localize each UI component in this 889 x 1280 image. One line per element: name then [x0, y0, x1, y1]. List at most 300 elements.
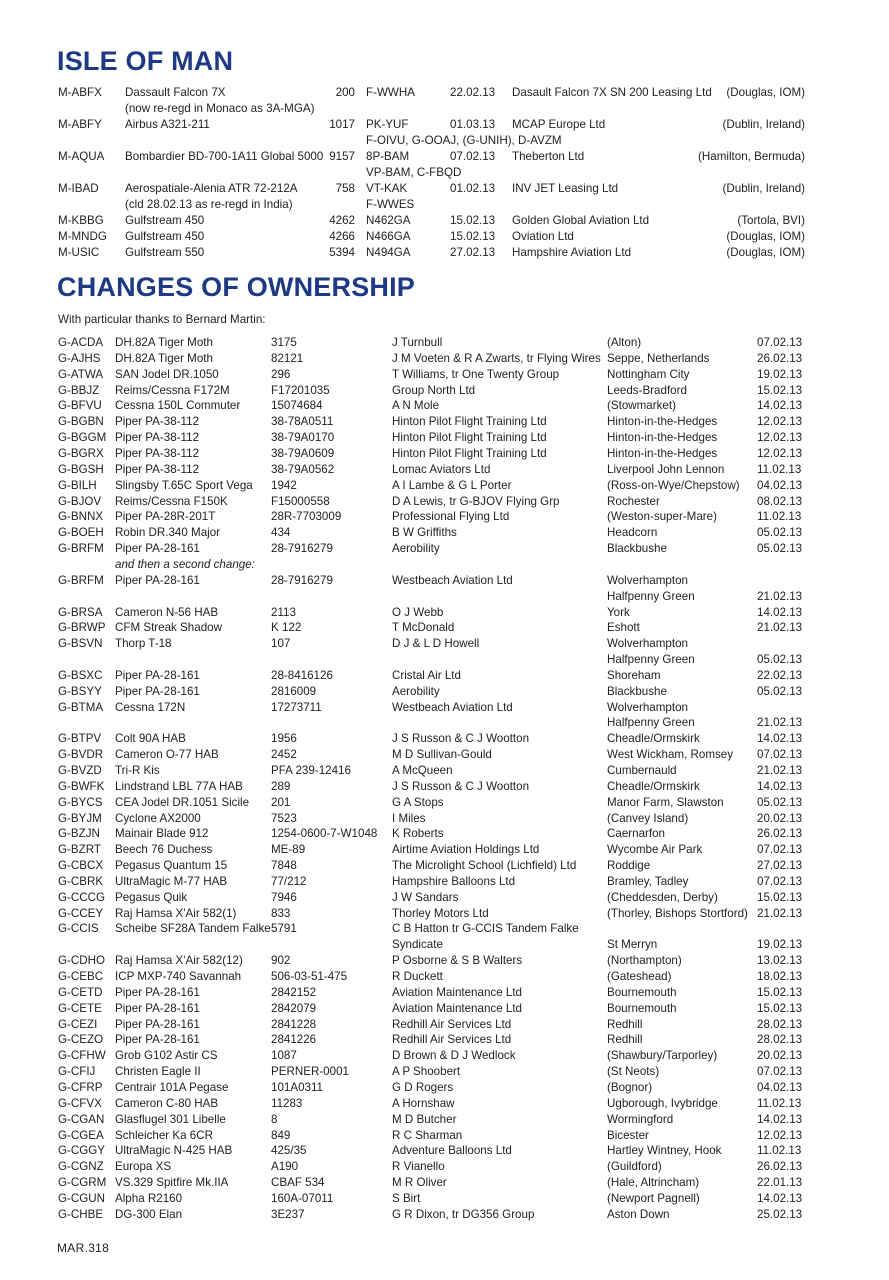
registration: G-CEBC — [58, 970, 104, 983]
owner-location: (Hamilton, Bermuda) — [698, 150, 805, 163]
new-owner: Syndicate — [392, 938, 443, 952]
acknowledgement-text: With particular thanks to Bernard Martin: — [58, 313, 266, 326]
changes-of-ownership-heading: CHANGES OF OWNERSHIP — [57, 272, 416, 302]
change-date: 27.02.13 — [757, 859, 803, 872]
change-date: 04.02.13 — [757, 478, 803, 492]
change-date: 22.02.13 — [757, 668, 803, 682]
registration: G-BNNX — [58, 510, 104, 524]
aircraft-type: Piper PA-38-112 — [115, 431, 199, 445]
aircraft-type: UltraMagic M-77 HAB — [115, 874, 228, 888]
ownership-row — [0, 573, 889, 589]
aircraft-type: Cameron O-77 HAB — [115, 748, 219, 762]
new-owner: K Roberts — [392, 827, 444, 841]
change-date: 21.02.13 — [757, 716, 803, 730]
new-owner: R Duckett — [392, 970, 443, 983]
new-owner: B W Griffiths — [392, 526, 457, 540]
owner: MCAP Europe Ltd — [512, 118, 606, 131]
registration: G-CFVX — [58, 1096, 102, 1110]
new-owner: Adventure Balloons Ltd — [392, 1144, 512, 1158]
registration: G-CGEA — [58, 1128, 104, 1142]
serial-number: 2113 — [271, 605, 296, 619]
aircraft-type: Pegasus Quantum 15 — [115, 859, 228, 872]
owner-location: Eshott — [607, 621, 640, 635]
serial-number: 296 — [271, 367, 291, 381]
owner-location: Blackbushe — [607, 542, 667, 555]
change-date: 13.02.13 — [757, 954, 803, 968]
owner-location: (Douglas, IOM) — [726, 86, 805, 99]
registration: G-CBRK — [58, 874, 104, 888]
ownership-row — [0, 684, 889, 700]
serial-number: 160A-07011 — [271, 1191, 334, 1205]
aircraft-type: Glasflugel 301 Libelle — [115, 1112, 226, 1126]
new-owner: P Osborne & S B Walters — [392, 954, 523, 968]
registration: G-CFRP — [58, 1080, 103, 1094]
change-date: 21.02.13 — [757, 589, 803, 603]
ownership-row — [0, 652, 889, 668]
serial-number: 1956 — [271, 732, 297, 746]
new-owner: R C Sharman — [392, 1128, 463, 1142]
owner-location: York — [607, 605, 630, 619]
change-date: 07.02.13 — [757, 874, 803, 888]
registration: G-BSXC — [58, 668, 103, 682]
owner-location: Halfpenny Green — [607, 716, 695, 730]
serial-number: CBAF 534 — [271, 1176, 325, 1189]
aircraft-type: Piper PA-38-112 — [115, 415, 199, 429]
owner: Golden Global Aviation Ltd — [512, 214, 650, 227]
ownership-row — [0, 589, 889, 605]
registration: G-CEZI — [58, 1017, 98, 1031]
owner-location: (Douglas, IOM) — [726, 246, 805, 259]
registration: G-BRSA — [58, 605, 103, 619]
registration: G-BZRT — [58, 843, 101, 857]
serial-number: 1254-0600-7-W1048 — [271, 827, 378, 841]
aircraft-type: Christen Eagle II — [115, 1065, 201, 1079]
serial-number: 3E237 — [271, 1207, 305, 1221]
aircraft-type: Piper PA-28-161 — [115, 573, 200, 587]
owner-location: Blackbushe — [607, 684, 667, 698]
serial-number: 5791 — [271, 922, 297, 936]
ownership-row — [0, 1143, 889, 1159]
ownership-row — [0, 494, 889, 510]
registration: G-CBCX — [58, 859, 104, 872]
ownership-row — [0, 795, 889, 811]
new-owner: J Turnbull — [392, 336, 443, 349]
registration: G-BGBN — [58, 415, 104, 429]
aircraft-type: Piper PA-28-161 — [115, 985, 200, 999]
new-owner: J S Russon & C J Wootton — [392, 732, 530, 746]
serial-number: 2841226 — [271, 1033, 317, 1047]
aircraft-type: Cameron C-80 HAB — [115, 1096, 219, 1110]
owner-location: Cheadle/Ormskirk — [607, 779, 700, 793]
ownership-row — [0, 525, 889, 541]
registration: G-CETD — [58, 985, 103, 999]
change-date: 15.02.13 — [757, 890, 803, 904]
owner-location: (Alton) — [607, 336, 642, 349]
previous-registration: 8P-BAM — [366, 150, 410, 163]
register-row — [0, 245, 889, 261]
aircraft-type: Gulfstream 550 — [125, 246, 205, 259]
ownership-row — [0, 1128, 889, 1144]
ownership-row — [0, 874, 889, 890]
owner-location: Bicester — [607, 1128, 649, 1142]
aircraft-type: Pegasus Quik — [115, 890, 188, 904]
registration: M-USIC — [58, 246, 100, 259]
aircraft-type: Centrair 101A Pegase — [115, 1080, 229, 1094]
owner-location: Cumbernauld — [607, 764, 677, 777]
owner-location: (Northampton) — [607, 954, 682, 968]
registration: M-AQUA — [58, 150, 105, 163]
new-owner: Aviation Maintenance Ltd — [392, 985, 522, 999]
owner: Hampshire Aviation Ltd — [512, 246, 632, 259]
new-owner: D A Lewis, tr G-BJOV Flying Grp — [392, 494, 560, 508]
registration: G-CGNZ — [58, 1160, 104, 1174]
serial-number: 9157 — [329, 150, 355, 163]
owner-location: (St Neots) — [607, 1065, 660, 1079]
aircraft-type: UltraMagic N-425 HAB — [115, 1144, 233, 1158]
serial-number: 434 — [271, 526, 291, 540]
aircraft-type: Piper PA-28-161 — [115, 1001, 200, 1015]
aircraft-type: Thorp T-18 — [115, 637, 172, 651]
serial-number: A190 — [271, 1160, 299, 1174]
aircraft-type: Piper PA-28R-201T — [115, 510, 216, 524]
change-date: 05.02.13 — [757, 795, 803, 809]
serial-number: 902 — [271, 954, 291, 968]
owner-location: Halfpenny Green — [607, 589, 695, 603]
aircraft-type: Lindstrand LBL 77A HAB — [115, 779, 243, 793]
change-date: 28.02.13 — [757, 1033, 803, 1047]
new-owner: Hampshire Balloons Ltd — [392, 874, 516, 888]
registration-date: 01.03.13 — [450, 118, 496, 131]
owner-location: Bournemouth — [607, 985, 677, 999]
previous-registration: PK-YUF — [366, 118, 409, 131]
ownership-row — [0, 937, 889, 953]
registration: G-BYCS — [58, 795, 103, 809]
new-owner: T Williams, tr One Twenty Group — [392, 367, 560, 381]
aircraft-type: Gulfstream 450 — [125, 214, 205, 227]
change-date: 12.02.13 — [757, 446, 803, 460]
serial-number: PERNER-0001 — [271, 1065, 349, 1079]
new-owner: A McQueen — [392, 764, 453, 777]
registration-date: 27.02.13 — [450, 246, 496, 259]
change-date: 21.02.13 — [757, 621, 803, 635]
owner-location: (Gateshead) — [607, 970, 672, 983]
registration: G-CGRM — [58, 1176, 107, 1189]
registration-date: 15.02.13 — [450, 214, 496, 227]
owner-location: Rochester — [607, 494, 660, 508]
type-note: (cld 28.02.13 as re-regd in India) — [125, 198, 293, 211]
owner: Oviation Ltd — [512, 230, 574, 243]
aircraft-type: Beech 76 Duchess — [115, 843, 213, 857]
aircraft-type: Cessna 172N — [115, 700, 186, 714]
ownership-row — [0, 700, 889, 716]
serial-number: 17273711 — [271, 700, 322, 714]
owner-location: (Stowmarket) — [607, 399, 676, 413]
aircraft-type: CEA Jodel DR.1051 Sicile — [115, 795, 250, 809]
ownership-row — [0, 1159, 889, 1175]
table-note-row — [0, 557, 889, 573]
registration: G-BVDR — [58, 748, 104, 762]
serial-number: 4262 — [329, 214, 355, 227]
owner-location: Redhill — [607, 1017, 643, 1031]
serial-number: 2842152 — [271, 985, 317, 999]
ownership-row — [0, 811, 889, 827]
registration: G-BGGM — [58, 431, 107, 445]
aircraft-type: Tri-R Kis — [115, 764, 160, 777]
registration: G-BWFK — [58, 779, 105, 793]
change-date: 05.02.13 — [757, 542, 803, 555]
previous-identities: F-OIVU, G-OOAJ, (G-UNIH), D-AVZM — [366, 134, 562, 147]
serial-number: 200 — [335, 86, 355, 99]
ownership-row — [0, 969, 889, 985]
ownership-row — [0, 953, 889, 969]
ownership-row — [0, 398, 889, 414]
owner-location: Roddige — [607, 859, 651, 872]
registration: G-BRFM — [58, 573, 104, 587]
type-note: (now re-regd in Monaco as 3A-MGA) — [125, 102, 315, 115]
change-date: 15.02.13 — [757, 383, 803, 397]
aircraft-type: Bombardier BD-700-1A11 Global 5000 — [125, 150, 324, 163]
registration: G-ACDA — [58, 336, 104, 349]
new-owner: Westbeach Aviation Ltd — [392, 700, 513, 714]
register-row — [0, 229, 889, 245]
registration: G-CGUN — [58, 1191, 106, 1205]
registration: M-KBBG — [58, 214, 104, 227]
change-date: 05.02.13 — [757, 653, 803, 666]
change-date: 20.02.13 — [757, 811, 803, 825]
owner-location: Wolverhampton — [607, 573, 688, 587]
owner-location: (Hale, Altrincham) — [607, 1176, 700, 1189]
new-owner: O J Webb — [392, 605, 444, 619]
registration: G-BRFM — [58, 542, 104, 555]
new-owner: M D Sullivan-Gould — [392, 748, 492, 762]
registration: G-CHBE — [58, 1207, 104, 1221]
owner-location: (Bognor) — [607, 1080, 653, 1094]
change-date: 11.02.13 — [757, 1144, 802, 1158]
serial-number: 289 — [271, 779, 291, 793]
change-date: 26.02.13 — [757, 827, 803, 841]
previous-registration: F-WWHA — [366, 86, 415, 99]
owner-location: Wycombe Air Park — [607, 843, 703, 857]
ownership-row — [0, 605, 889, 621]
serial-number: 77/212 — [271, 874, 307, 888]
serial-number: PFA 239-12416 — [271, 764, 351, 777]
ownership-row — [0, 906, 889, 922]
change-date: 11.02.13 — [757, 462, 802, 476]
ownership-row — [0, 921, 889, 937]
serial-number: 38-79A0562 — [271, 462, 335, 476]
ownership-row — [0, 1080, 889, 1096]
register-row-notes — [0, 165, 889, 181]
owner-location: Cheadle/Ormskirk — [607, 732, 700, 746]
ownership-row — [0, 478, 889, 494]
change-date: 25.02.13 — [757, 1207, 803, 1221]
change-date: 12.02.13 — [757, 1128, 803, 1142]
owner-location: Wolverhampton — [607, 637, 688, 651]
previous-identities: F-WWES — [366, 198, 415, 211]
ownership-row — [0, 335, 889, 351]
owner-location: Manor Farm, Slawston — [607, 795, 724, 809]
serial-number: 28-8416126 — [271, 668, 333, 682]
owner-location: Liverpool John Lennon — [607, 462, 725, 476]
serial-number: 1087 — [271, 1049, 297, 1063]
aircraft-type: Aerospatiale-Alenia ATR 72-212A — [125, 182, 298, 195]
new-owner: A P Shoobert — [392, 1065, 461, 1079]
new-owner: Group North Ltd — [392, 383, 476, 397]
registration: G-BGRX — [58, 446, 104, 460]
ownership-row — [0, 620, 889, 636]
new-owner: G A Stops — [392, 795, 444, 809]
aircraft-type: Grob G102 Astir CS — [115, 1049, 218, 1063]
aircraft-type: Piper PA-38-112 — [115, 446, 199, 460]
change-date: 20.02.13 — [757, 1049, 803, 1063]
serial-number: 201 — [271, 795, 291, 809]
change-date: 18.02.13 — [757, 970, 803, 983]
owner-location: (Shawbury/Tarporley) — [607, 1049, 718, 1063]
aircraft-type: CFM Streak Shadow — [115, 621, 222, 635]
owner-location: Redhill — [607, 1033, 643, 1047]
ownership-row — [0, 541, 889, 557]
previous-registration: N466GA — [366, 230, 411, 243]
aircraft-type: Scheibe SF28A Tandem Falke — [115, 922, 271, 936]
serial-number: F17201035 — [271, 383, 330, 397]
isle-of-man-heading: ISLE OF MAN — [57, 46, 234, 76]
serial-number: 3175 — [271, 336, 297, 349]
page-reference: MAR.318 — [57, 1241, 110, 1255]
change-date: 07.02.13 — [757, 336, 803, 349]
aircraft-type: Piper PA-28-161 — [115, 1033, 200, 1047]
change-date: 14.02.13 — [757, 605, 803, 619]
serial-number: 849 — [271, 1128, 291, 1142]
registration: G-CETE — [58, 1001, 102, 1015]
register-row — [0, 181, 889, 197]
owner-location: Aston Down — [607, 1207, 670, 1221]
serial-number: 28R-7703009 — [271, 510, 342, 524]
owner-location: Caernarfon — [607, 827, 666, 841]
serial-number: 5394 — [329, 246, 355, 259]
change-date: 14.02.13 — [757, 1191, 803, 1205]
registration: G-BGSH — [58, 462, 104, 476]
serial-number: 4266 — [329, 230, 355, 243]
ownership-row — [0, 430, 889, 446]
aircraft-type: Cessna 150L Commuter — [115, 399, 241, 413]
new-owner: D Brown & D J Wedlock — [392, 1049, 516, 1063]
new-owner: J M Voeten & R A Zwarts, tr Flying Wires — [392, 351, 601, 365]
owner-location: Nottingham City — [607, 367, 690, 381]
registration: G-BTPV — [58, 732, 102, 746]
aircraft-type: ICP MXP-740 Savannah — [115, 970, 242, 983]
ownership-row — [0, 826, 889, 842]
registration: G-CCCG — [58, 890, 106, 904]
new-owner: J W Sandars — [392, 890, 459, 904]
registration: M-ABFX — [58, 86, 102, 99]
serial-number: 425/35 — [271, 1144, 307, 1158]
change-date: 15.02.13 — [757, 985, 803, 999]
aircraft-type: DG-300 Elan — [115, 1207, 183, 1221]
owner-location: (Weston-super-Mare) — [607, 510, 717, 524]
serial-number: 28-7916279 — [271, 542, 333, 555]
ownership-row — [0, 890, 889, 906]
registration: G-BSYY — [58, 684, 102, 698]
owner: Dasault Falcon 7X SN 200 Leasing Ltd — [512, 86, 712, 99]
aircraft-type: Raj Hamsa X'Air 582(12) — [115, 954, 243, 968]
aircraft-type: Raj Hamsa X'Air 582(1) — [115, 906, 237, 920]
new-owner: Lomac Aviators Ltd — [392, 462, 491, 476]
new-owner: Hinton Pilot Flight Training Ltd — [392, 431, 547, 445]
change-date: 14.02.13 — [757, 399, 803, 413]
registration: G-CEZO — [58, 1033, 104, 1047]
change-date: 28.02.13 — [757, 1017, 803, 1031]
ownership-row — [0, 414, 889, 430]
aircraft-type: VS.329 Spitfire Mk.IIA — [115, 1176, 229, 1189]
change-date: 12.02.13 — [757, 415, 803, 429]
registration: G-CDHO — [58, 954, 106, 968]
owner: INV JET Leasing Ltd — [512, 182, 619, 195]
new-owner: Aerobility — [392, 684, 440, 698]
ownership-row — [0, 1017, 889, 1033]
registration: G-CCIS — [58, 922, 99, 936]
ownership-row — [0, 1048, 889, 1064]
serial-number: 833 — [271, 906, 291, 920]
new-owner: I Miles — [392, 811, 426, 825]
register-row — [0, 213, 889, 229]
ownership-row — [0, 985, 889, 1001]
owner-location: Halfpenny Green — [607, 653, 695, 666]
aircraft-type: SAN Jodel DR.1050 — [115, 367, 219, 381]
registration: G-CCEY — [58, 906, 104, 920]
owner-location: (Tortola, BVI) — [737, 214, 805, 227]
registration: G-BOEH — [58, 526, 104, 540]
new-owner: R Vianello — [392, 1160, 445, 1174]
ownership-row — [0, 636, 889, 652]
registration: M-MNDG — [58, 230, 107, 243]
registration: G-CGAN — [58, 1112, 105, 1126]
change-date: 07.02.13 — [757, 1065, 803, 1079]
new-owner: Hinton Pilot Flight Training Ltd — [392, 415, 547, 429]
new-owner: The Microlight School (Lichfield) Ltd — [392, 859, 577, 872]
change-date: 22.01.13 — [757, 1176, 803, 1189]
aircraft-type: Piper PA-38-112 — [115, 462, 199, 476]
owner: Theberton Ltd — [512, 150, 585, 163]
registration: G-CFHW — [58, 1049, 106, 1063]
change-date: 05.02.13 — [757, 526, 803, 540]
ownership-row — [0, 383, 889, 399]
owner-location: (Dublin, Ireland) — [722, 118, 805, 131]
serial-number: 38-78A0511 — [271, 415, 334, 429]
registration-date: 07.02.13 — [450, 150, 496, 163]
new-owner: Airtime Aviation Holdings Ltd — [392, 843, 540, 857]
owner-location: Hinton-in-the-Hedges — [607, 415, 718, 429]
previous-identities: VP-BAM, C-FBQD — [366, 166, 462, 179]
serial-number: 1017 — [329, 118, 355, 131]
owner-location: (Guildford) — [607, 1160, 662, 1174]
register-row — [0, 149, 889, 165]
new-owner: Aerobility — [392, 542, 440, 555]
registration: G-BRWP — [58, 621, 106, 635]
change-date: 21.02.13 — [757, 906, 803, 920]
owner-location: (Newport Pagnell) — [607, 1191, 700, 1205]
owner-location: Ugborough, Ivybridge — [607, 1096, 718, 1110]
change-date: 19.02.13 — [757, 938, 803, 952]
owner-location: St Merryn — [607, 938, 658, 952]
ownership-row — [0, 1096, 889, 1112]
ownership-row — [0, 446, 889, 462]
registration: G-BVZD — [58, 764, 102, 777]
change-date: 26.02.13 — [757, 351, 803, 365]
new-owner: Professional Flying Ltd — [392, 510, 510, 524]
change-date: 05.02.13 — [757, 684, 803, 698]
ownership-row — [0, 1032, 889, 1048]
owner-location: Bramley, Tadley — [607, 874, 689, 888]
